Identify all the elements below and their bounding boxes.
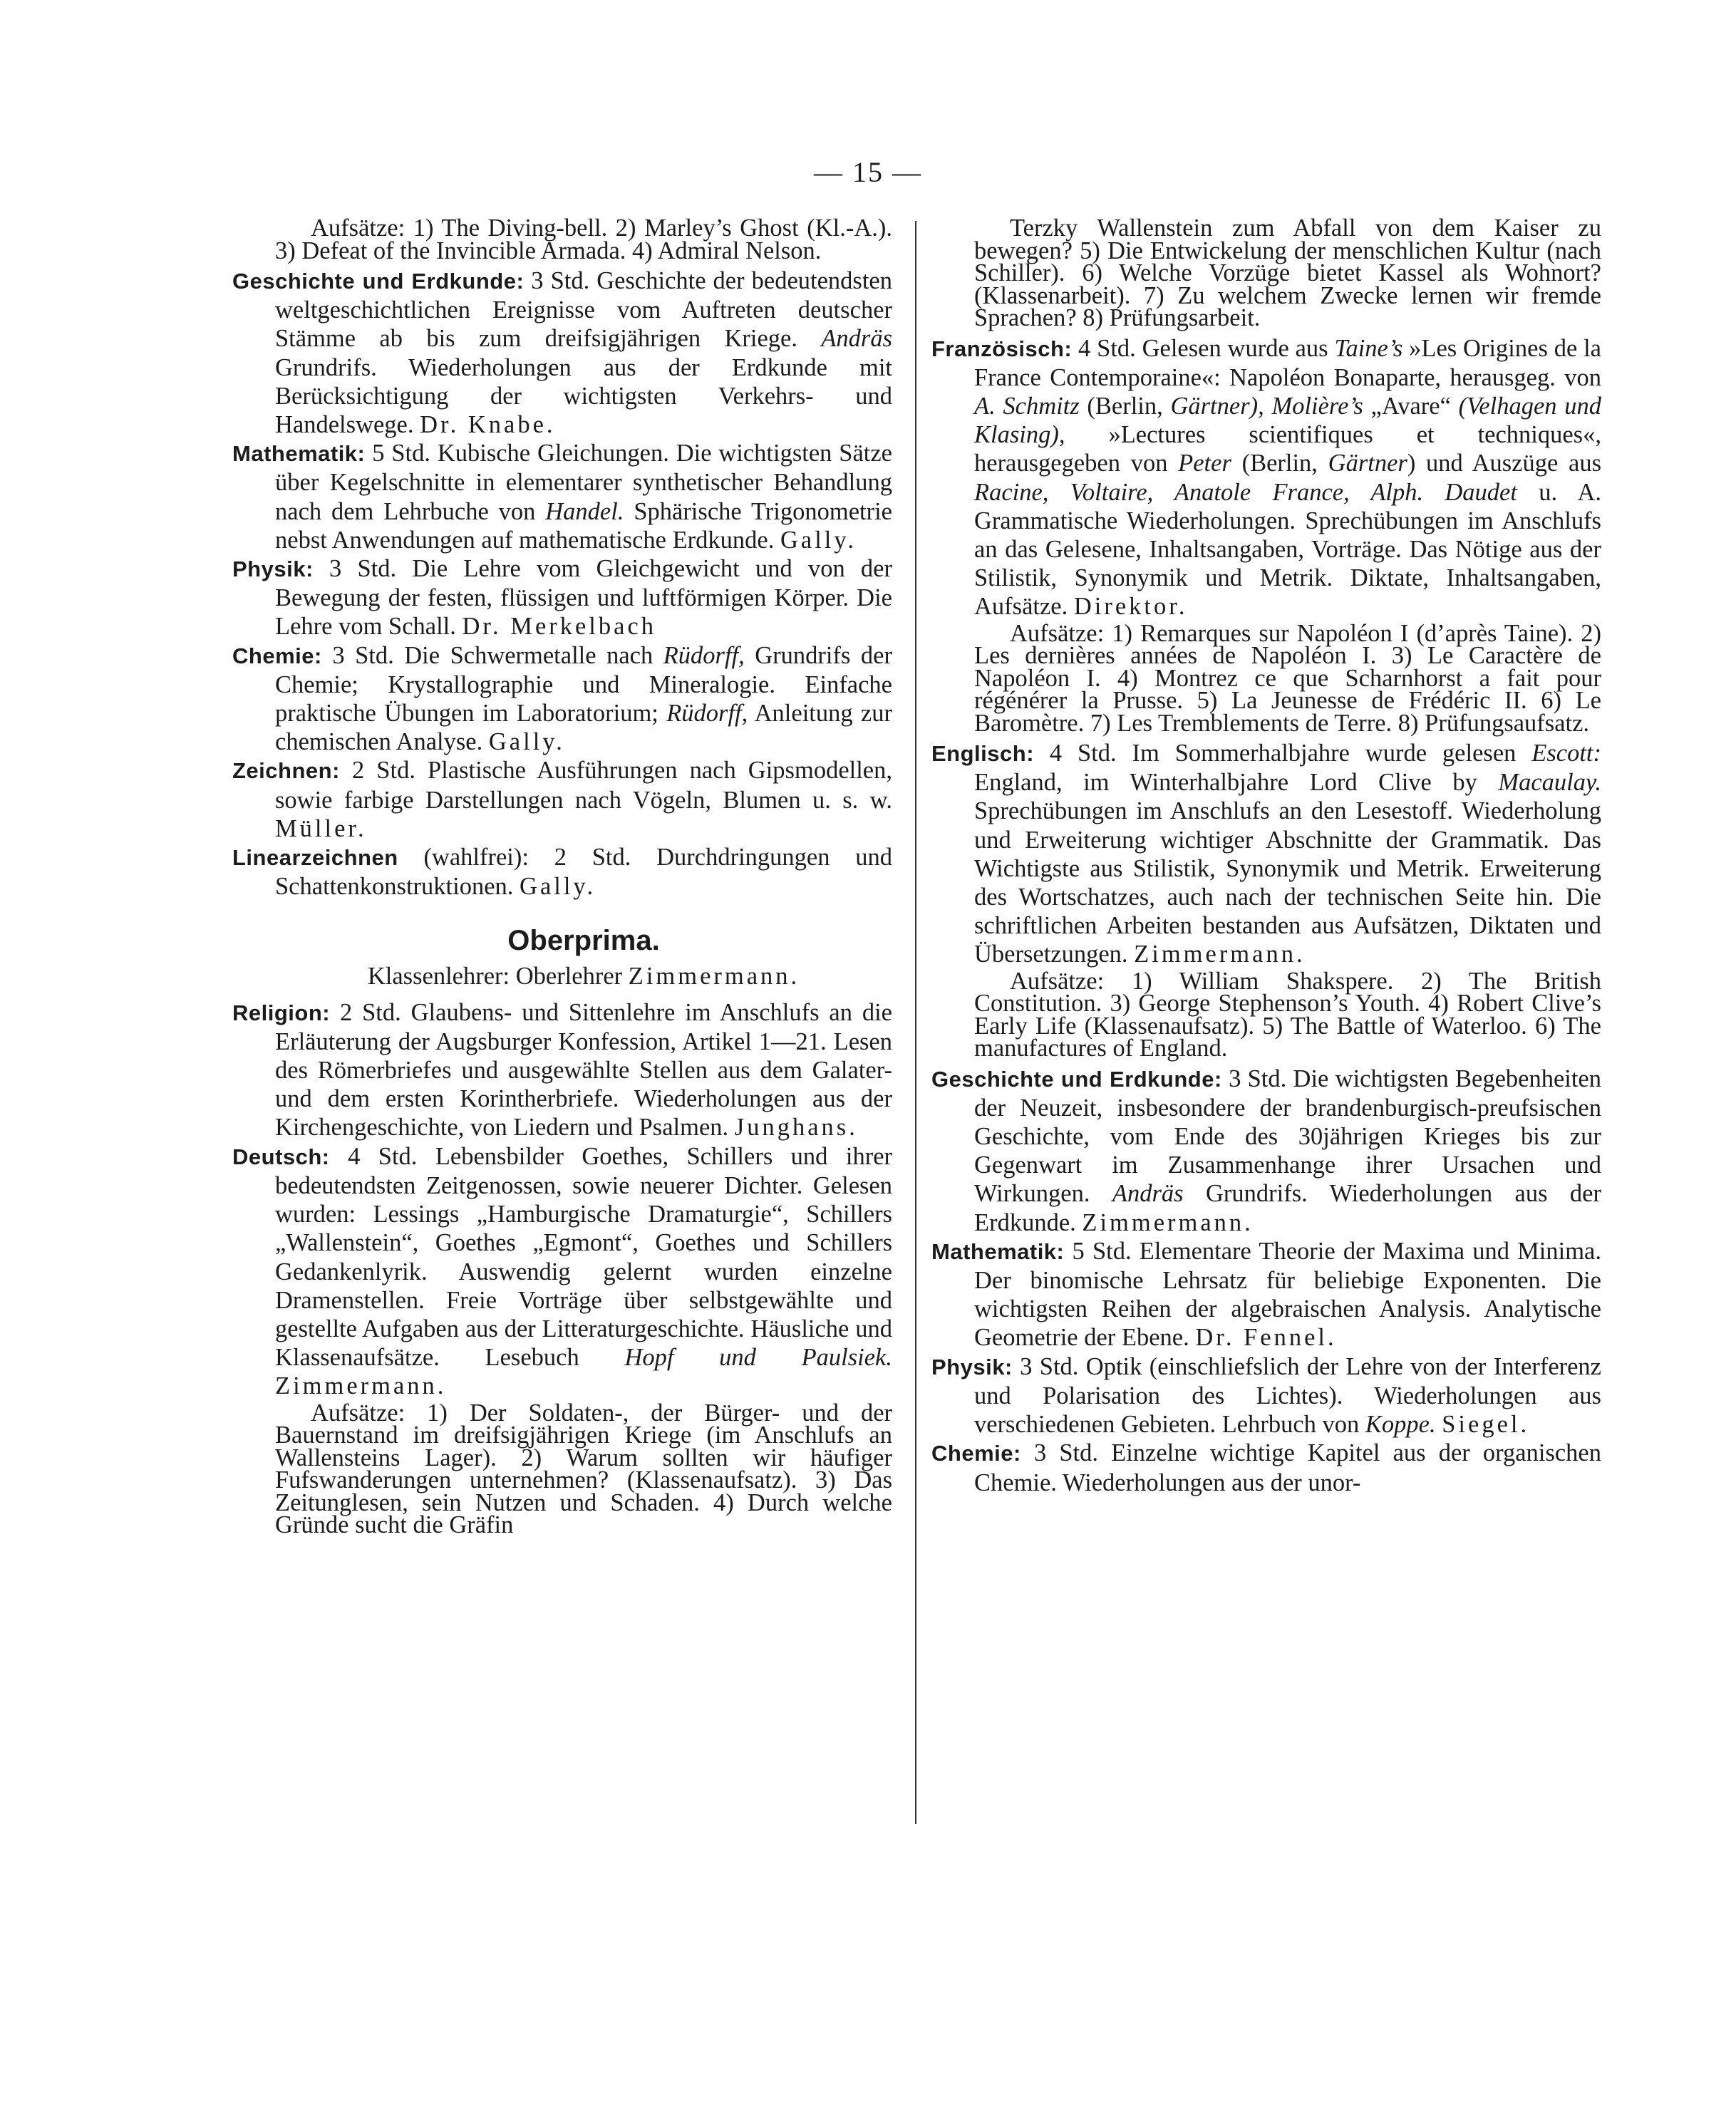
page-number: — 15 — — [814, 156, 922, 188]
subject-text: 3 Std. Die Schwermetalle nach — [321, 641, 663, 669]
subject-text: 3 Std. Geschichte der bedeutendsten weltgeschichtlichen Ereignisse vom Auftreten deutscher Stämme ab bis zum dreifsigjährigen Kriege. — [275, 267, 892, 353]
book-author: Racine, Voltaire, Anatole France, Alph. Daudet — [974, 478, 1517, 506]
subject-text: 3 Std. Einzelne wichtige Kapitel aus der organischen Chemie. Wiederholungen aus der unor- — [974, 1439, 1601, 1496]
subject-mathematics — [232, 439, 892, 554]
subject-text: 5 Std. Kubische Gleichungen. Die wichtigsten Sätze über Kegelschnitte in elementarer synthetischer Behandlung nach dem Lehrbuche von — [275, 440, 892, 525]
subject-text: England, im Winterhalbjahre Lord Clive by — [974, 769, 1499, 797]
subject-heading: Deutsch: — [232, 1144, 330, 1169]
subject-heading: Zeichnen: — [232, 758, 340, 784]
subject-text: (Berlin, — [1231, 450, 1328, 477]
subject-text — [1436, 1411, 1442, 1438]
book-author: Rüdorff, — [663, 641, 745, 669]
book-author: Koppe. — [1365, 1411, 1436, 1439]
class-teacher-name: Zimmermann. — [628, 963, 800, 990]
subject-heading: Chemie: — [931, 1441, 1021, 1466]
book-author: Hopf und Paulsiek. — [624, 1344, 892, 1372]
subject-history-geography — [232, 266, 892, 439]
column-divider — [915, 221, 916, 1824]
subject-text: Grundrifs. Wiederholungen aus der Erdkunde. — [974, 1180, 1601, 1236]
subject-chemistry — [232, 641, 892, 757]
subject-heading: Englisch: — [931, 741, 1035, 767]
class-teacher-line — [232, 962, 892, 990]
subject-drawing — [232, 756, 892, 843]
book-author: Peter — [1178, 450, 1231, 477]
subject-english — [931, 739, 1601, 969]
subject-mathematics-oberprima — [931, 1237, 1601, 1352]
subject-heading: Chemie: — [232, 643, 322, 668]
subject-heading: Linearzeichnen — [232, 845, 398, 871]
section-title: Oberprima. — [507, 925, 660, 957]
essay-topics-german-continued: Terzky Wallenstein zum Abfall von dem Kaiser zu bewegen? 5) Die Entwickelung der menschlichen Kultur (nach Schiller). 6) Welche Vorzüge bietet Kassel als Wohnort? (Klassenarbeit). 7) Zu welchem Zwecke lernen wir fremde Sprachen? 8) Prüfungsarbeit. — [974, 214, 1601, 331]
subject-religion — [232, 998, 892, 1142]
publisher: Gärtner — [1328, 450, 1407, 477]
subject-heading: Religion: — [232, 1000, 331, 1025]
class-teacher-label: Klassenlehrer: Oberlehrer — [367, 963, 629, 990]
teacher-name: Dr. Fennel. — [1195, 1324, 1337, 1352]
teacher-name: Siegel. — [1442, 1411, 1530, 1439]
teacher-name: Zimmermann. — [1082, 1208, 1254, 1236]
teacher-name: Zimmermann. — [1134, 941, 1306, 968]
essay-topics-english: Aufsätze: 1) The Diving-bell. 2) Marley’s Ghost (Kl.-A.). 3) Defeat of the Invincible Armada. 4) Admiral Nelson. — [275, 214, 892, 264]
subject-text: 4 Std. Im Sommerhalbjahre wurde gelesen — [1034, 740, 1532, 767]
subject-linear-drawing — [232, 843, 892, 901]
book-author: Molière’s — [1271, 392, 1363, 420]
subject-text: „Avare“ — [1363, 392, 1459, 420]
teacher-name: Müller. — [275, 814, 367, 842]
subject-text: Grundrifs. Wiederholungen aus der Erdkunde mit Berücksichtigung der wichtigsten Verkehrs- und Handelswege. — [275, 353, 892, 439]
subject-text: 3 Std. Optik (einschliefslich der Lehre von der Interferenz und Polarisation des Lichtes). Wiederholungen aus verschiedenen Gebieten. Lehrbuch von — [974, 1352, 1601, 1439]
subject-text: Sphärische Trigonometrie nebst Anwendungen auf mathematische Erdkunde. — [275, 497, 892, 554]
subject-physics — [232, 554, 892, 641]
subject-physics-oberprima — [931, 1352, 1601, 1439]
teacher-name: Gally. — [520, 873, 596, 901]
subject-text: (Berlin, — [1079, 392, 1171, 420]
subject-heading: Mathematik: — [931, 1238, 1065, 1264]
book-author: Andräs — [821, 325, 892, 353]
subject-text: »Les Origines de la France Contemporaine«: Napoléon Bonaparte, herausgeg. von — [974, 334, 1601, 391]
subject-chemistry-oberprima — [931, 1439, 1601, 1496]
publisher: (Velhagen und Klasing), — [974, 392, 1601, 449]
teacher-name: Gally. — [488, 728, 565, 756]
teacher-name: Zimmermann. — [275, 1372, 447, 1400]
left-column — [232, 214, 892, 1541]
subject-text: 4 Std. Lebensbilder Goethes, Schillers und ihrer bedeutendsten Zeitgenossen, sowie neuerer Dichter. Gelesen wurden: Lessings „Hamburgische Dramaturgie“, Schillers „Wallenstein“, Goethes „Egmont“, Goethes und Schillers Gedankenlyrik. Auswendig gelernt wurden einzelne Dramenstellen. Freie Vorträge über selbstgewählte und gestellte Aufgaben aus der Litteraturgeschichte. Häusliche und Klassenaufsätze. Lesebuch — [275, 1142, 892, 1372]
subject-text: 4 Std. Gelesen wurde aus — [1072, 334, 1335, 362]
subject-french — [931, 334, 1601, 621]
subject-text: 3 Std. Die wichtigsten Begebenheiten der Neuzeit, insbesondere der brandenburgisch-preufsischen Geschichte, vom Ende des 30jährigen Krieges bis zur Gegenwart im Zusammenhange ihrer Ursachen und Wirkungen. — [974, 1065, 1601, 1208]
subject-text: 5 Std. Elementare Theorie der Maxima und Minima. Der binomische Lehrsatz für beliebige Exponenten. Die wichtigsten Reihen der algebraischen Analysis. Analytische Geometrie der Ebene. — [974, 1237, 1601, 1352]
subject-text: ) und Auszüge aus — [1407, 450, 1601, 477]
subject-text: »Lectures scientifiques et techniques«, herausgegeben von — [974, 421, 1601, 477]
subject-text: 2 Std. Plastische Ausführungen nach Gipsmodellen, sowie farbige Darstellungen nach Vögeln, Blumen u. s. w. — [275, 757, 892, 814]
teacher-name: Junghans. — [734, 1114, 858, 1142]
subject-heading: Physik: — [931, 1354, 1013, 1379]
subject-text: Grundrifs der Chemie; Krystallographie und Mineralogie. Einfache praktische Übungen im Laboratorium; — [275, 641, 892, 728]
subject-heading: Mathematik: — [232, 441, 366, 467]
subject-text: u. A. Grammatische Wiederholungen. Sprechübungen im Anschlufs an das Gelesene, Inhaltsangaben, Vorträge. Das Nötige aus der Stilistik, Synonymik und Metrik. Diktate, Inhaltsangaben, Aufsätze. — [974, 478, 1601, 621]
subject-german — [232, 1142, 892, 1401]
subject-text: 2 Std. Glaubens- und Sittenlehre im Anschlufs an die Erläuterung der Augsburger Konfession, Artikel 1—21. Lesen des Römerbriefes und ausgewählte Stellen aus dem Galater- und dem ersten Korintherbriefe. Wiederholungen aus der Kirchengeschichte, von Liedern und Psalmen. — [275, 998, 892, 1142]
subject-heading: Geschichte und Erdkunde: — [232, 269, 525, 294]
subject-heading: Geschichte und Erdkunde: — [931, 1066, 1222, 1092]
book-author: Rüdorff, — [666, 700, 748, 728]
subject-history-geography-oberprima — [931, 1065, 1601, 1237]
right-column — [931, 214, 1601, 1497]
book-author: Taine’s — [1334, 334, 1403, 362]
book-author: Handel. — [545, 497, 624, 525]
teacher-name: Dr. Merkelbach — [462, 613, 657, 641]
essay-topics-german: Aufsätze: 1) Der Soldaten-, der Bürger- und der Bauernstand im dreifsigjährigen Kriege (im Anschlufs an Wallensteins Lager). 2) Warum sollten wir häufiger Fufswanderungen unternehmen? (Klassenaufsatz). 3) Das Zeitunglesen, sein Nutzen und Schaden. 4) Durch welche Gründe sucht die Gräfin — [275, 1399, 892, 1539]
essay-topics-french: Aufsätze: 1) Remarques sur Napoléon I (d’après Taine). 2) Les dernières années de Napoléon I. 3) Le Caractère de Napoléon I. 4) Montrez ce que Scharnhorst a fait pour régénérer la Prusse. 5) La Jeunesse de Frédéric II. 6) Le Baromètre. 7) Les Tremblements de Terre. 8) Prüfungsaufsatz. — [974, 619, 1601, 737]
essay-topics-english-oberprima: Aufsätze: 1) William Shakspere. 2) The British Constitution. 3) George Stephenson’s Youth. 4) Robert Clive’s Early Life (Klassenaufsatz). 5) The Battle of Waterloo. 6) The manufactures of England. — [974, 967, 1601, 1062]
subject-text: Sprechübungen im Anschlufs an den Lesestoff. Wiederholung und Erweiterung wichtiger Abschnitte der Grammatik. Das Wichtigste aus Stilistik, Synonymik und Metrik. Erweiterung des Wortschatzes, auch nach der technischen Seite hin. Die schriftlichen Arbeiten bestanden aus Aufsätzen, Diktaten und Übersetzungen. — [974, 797, 1601, 968]
book-author: Macaulay. — [1498, 769, 1601, 797]
subject-text: Anleitung zur chemischen Analyse. — [275, 700, 892, 756]
book-author: A. Schmitz — [974, 392, 1080, 420]
teacher-name: Gally. — [780, 526, 857, 554]
subject-text — [1264, 393, 1272, 420]
subject-heading: Physik: — [232, 557, 314, 582]
subject-text: 3 Std. Die Lehre vom Gleichgewicht und von der Bewegung der festen, flüssigen und luftförmigen Körper. Die Lehre vom Schall. — [275, 555, 892, 641]
book-author: Escott: — [1531, 740, 1601, 767]
book-author: Andräs — [1112, 1180, 1184, 1208]
teacher-name: Dr. Knabe. — [420, 411, 556, 439]
subject-text: (wahlfrei): 2 Std. Durchdringungen und Schattenkonstruktionen. — [275, 844, 892, 901]
teacher-name: Direktor. — [1073, 593, 1188, 621]
subject-heading: Französisch: — [931, 336, 1073, 361]
publisher: Gärtner), — [1170, 392, 1264, 420]
